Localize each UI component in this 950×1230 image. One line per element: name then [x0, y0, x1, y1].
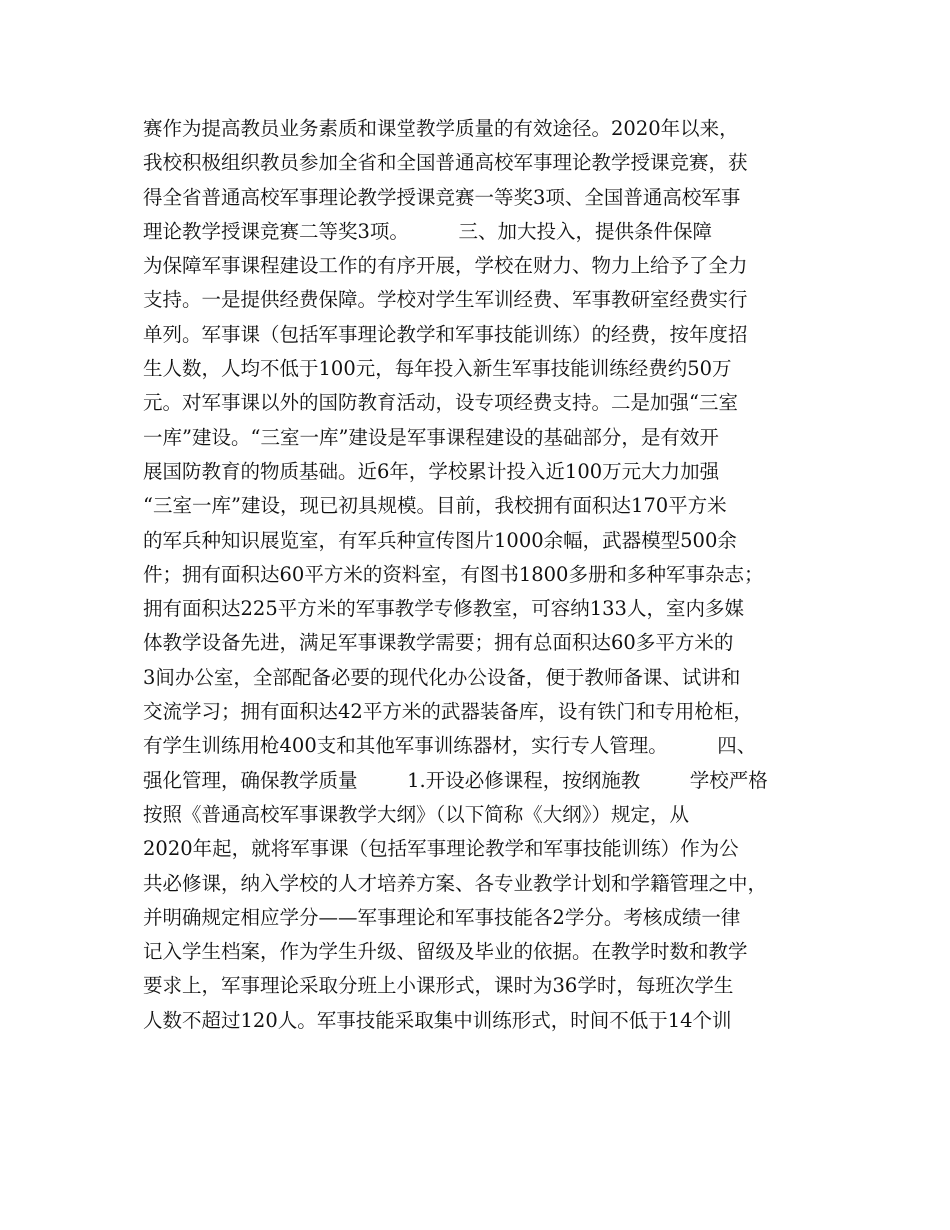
text-line: 展国防教育的物质基础。近6年，学校累计投入近100万元大力加强 [143, 459, 720, 483]
text-line: 2020年起，就将军事课（包括军事理论教学和军事技能训练）作为公 [143, 837, 739, 861]
text-line: 3间办公室，全部配备必要的现代化办公设备，便于教师备课、试讲和 [143, 665, 741, 689]
text-line: 的军兵种知识展览室，有军兵种宣传图片1000余幅，武器模型500余 [143, 528, 737, 552]
text-line: 支持。一是提供经费保障。学校对学生军训经费、军事教研室经费实行 [143, 288, 748, 312]
text-line: 人数不超过120人。军事技能采取集中训练形式，时间不低于14个训 [143, 1008, 732, 1032]
text-line: 元。对军事课以外的国防教育活动，设专项经费支持。二是加强“三室 [143, 391, 738, 415]
text-line: “三室一库”建设，现已初具规模。目前，我校拥有面积达170平方米 [143, 494, 727, 518]
text-line: 为保障军事课程建设工作的有序开展，学校在财力、物力上给予了全力 [143, 254, 748, 278]
text-line: 得全省普通高校军事理论教学授课竞赛一等奖3项、全国普通高校军事 [143, 185, 741, 209]
text-line: 一库”建设。“三室一库”建设是军事课程建设的基础部分，是有效开 [143, 425, 719, 449]
text-line: 交流学习；拥有面积达42平方米的武器装备库，设有铁门和专用枪柜， [143, 700, 753, 724]
text-line: 拥有面积达225平方米的军事教学专修教室，可容纳133人，室内多媒 [143, 597, 744, 621]
text-line: 按照《普通高校军事课教学大纲》（以下简称《大纲》）规定，从 [143, 802, 690, 826]
text-line: 共必修课，纳入学校的人才培养方案、各专业教学计划和学籍管理之中， [143, 871, 768, 895]
text-line: 件；拥有面积达60平方米的资料室，有图书1800多册和多种军事杂志； [143, 562, 764, 586]
body-paragraph [143, 112, 833, 1038]
text-line: 单列。军事课（包括军事理论教学和军事技能训练）的经费，按年度招 [143, 322, 748, 346]
text-line: 要求上，军事理论采取分班上小课形式，课时为36学时，每班次学生 [143, 974, 734, 998]
text-line: 记入学生档案，作为学生升级、留级及毕业的依据。在教学时数和教学 [143, 940, 748, 964]
text-line: 生人数，人均不低于100元，每年投入新生军事技能训练经费约50万 [143, 357, 732, 381]
text-line: 赛作为提高教员业务素质和课堂教学质量的有效途径。2020年以来， [143, 117, 739, 140]
text-line: 我校积极组织教员参加全省和全国普通高校军事理论教学授课竞赛，获 [143, 151, 748, 175]
text-line: 有学生训练用枪400支和其他军事训练器材，实行专人管理。 四、 [143, 734, 757, 758]
text-line: 强化管理，确保教学质量 1.开设必修课程，按纲施教 学校严格 [143, 768, 768, 792]
text-line: 并明确规定相应学分——军事理论和军事技能各2学分。考核成绩一律 [143, 905, 741, 929]
text-line: 体教学设备先进，满足军事课教学需要；拥有总面积达60多平方米的 [143, 631, 734, 655]
text-line: 理论教学授课竞赛二等奖3项。 三、加大投入，提供条件保障 [143, 219, 712, 243]
